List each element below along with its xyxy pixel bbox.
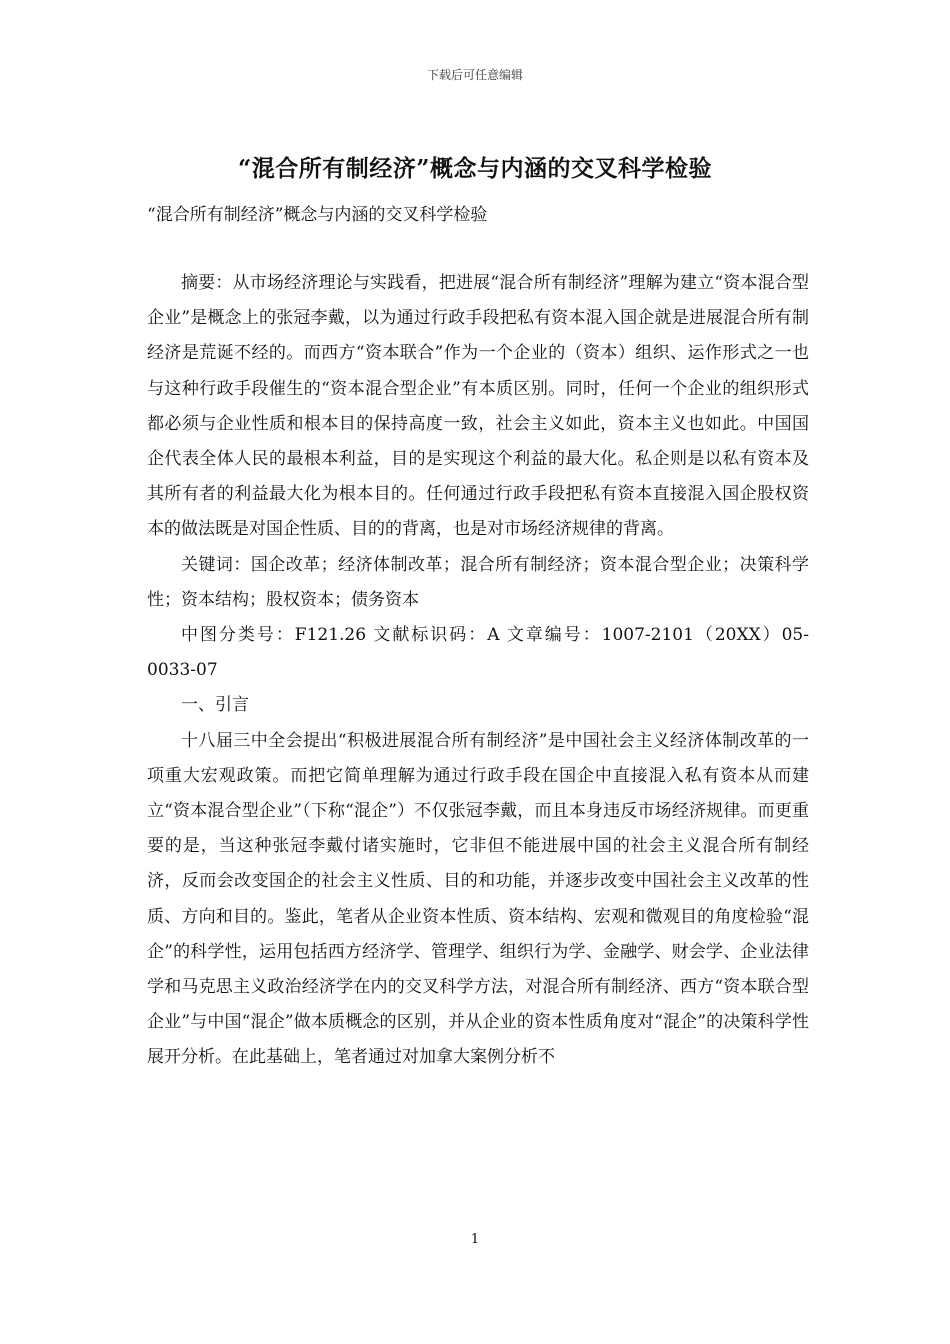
- section-heading-introduction: 一、引言: [181, 695, 249, 716]
- header-note: 下载后可任意编辑: [426, 68, 523, 82]
- keywords-paragraph: 关键词：国企改革；经济体制改革；混合所有制经济；资本混合型企业；决策科学性；资本结构；股权资本；债务资本: [147, 554, 809, 610]
- introduction-paragraph: 十八届三中全会提出“积极进展混合所有制经济”是中国社会主义经济体制改革的一项重大宏观政策。而把它简单理解为通过行政手段在国企中直接混入私有资本从而建立“资本混合型企业”（下称“混企”）不仅张冠李戴，而且本身违反市场经济规律。而更重要的是，当这种张冠李戴付诸实施时，它非但不能进展中国的社会主义混合所有制经济，反而会改变国企的社会主义性质、目的和功能，并逐步改变中国社会主义改革的性质、方向和目的。鉴此，笔者从企业资本性质、资本结构、宏观和微观目的角度检验“混企”的科学性，运用包括西方经济学、管理学、组织行为学、金融学、财会学、企业法律学和马克思主义政治经济学在内的交叉科学方法，对混合所有制经济、西方“资本联合型企业”与中国“混企”做本质概念的区别，并从企业的资本性质角度对“混企”的决策科学性展开分析。在此基础上，笔者通过对加拿大案例分析不: [147, 730, 809, 1068]
- document-body: [147, 266, 809, 1076]
- document-title: “混合所有制经济”概念与内涵的交叉科学检验: [238, 155, 712, 182]
- page-number: 1: [470, 1232, 480, 1247]
- abstract-paragraph: 摘要：从市场经济理论与实践看，把进展“混合所有制经济”理解为建立“资本混合型企业”是概念上的张冠李戴，以为通过行政手段把私有资本混入国企就是进展混合所有制经济是荒诞不经的。而西方“资本联合”作为一个企业的（资本）组织、运作形式之一也与这种行政手段催生的“资本混合型企业”有本质区别。同时，任何一个企业的组织形式都必须与企业性质和根本目的保持高度一致，社会主义如此，资本主义也如此。中国国企代表全体人民的最根本利益，目的是实现这个利益的最大化。私企则是以私有资本及其所有者的利益最大化为根本目的。任何通过行政手段把私有资本直接混入国企股权资本的做法既是对国企性质、目的的背离，也是对市场经济规律的背离。: [147, 273, 809, 540]
- classification-paragraph: 中图分类号：F121.26 文献标识码：A 文章编号：1007-2101（20XX）05-0033-07: [147, 625, 809, 681]
- document-subtitle: “混合所有制经济”概念与内涵的交叉科学检验: [147, 205, 488, 225]
